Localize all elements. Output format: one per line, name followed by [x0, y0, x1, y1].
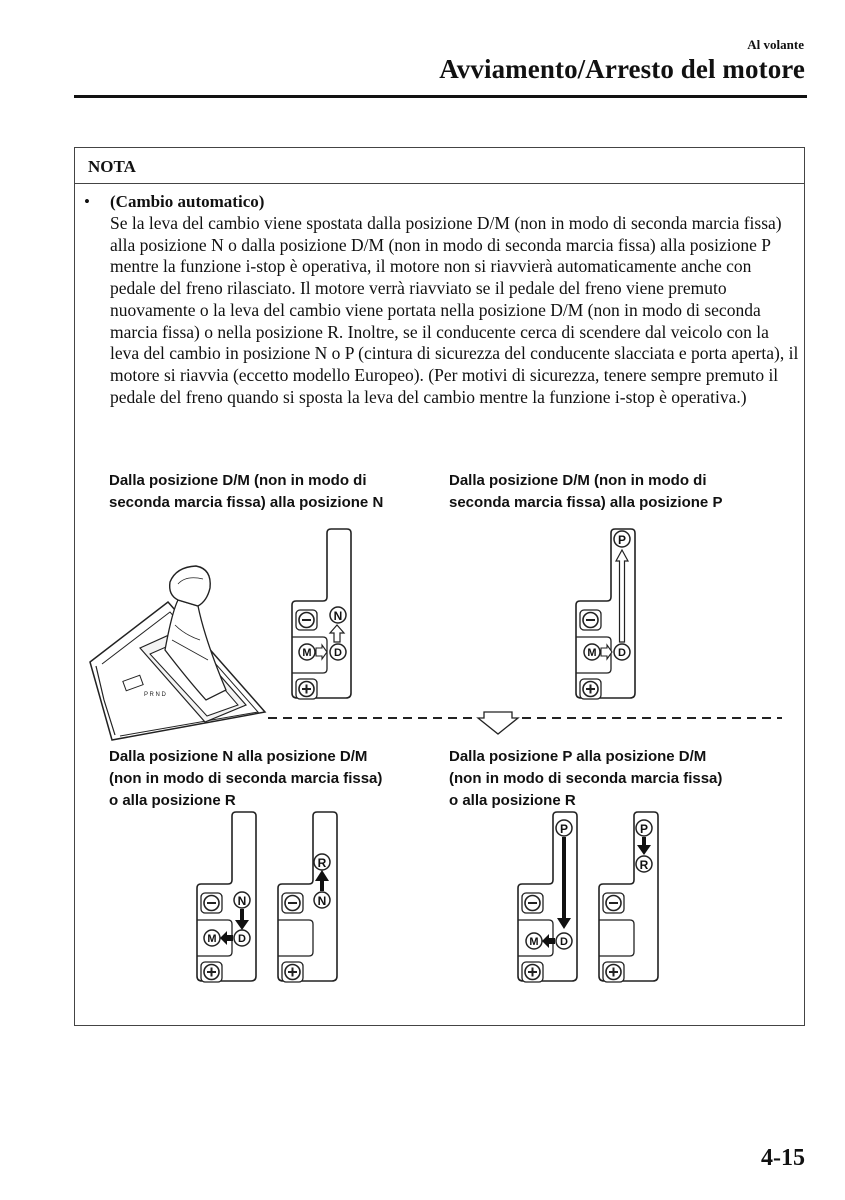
- gate-dm-to-n: [292, 529, 351, 699]
- bullet-icon: •: [84, 192, 90, 211]
- svg-text:M: M: [529, 936, 539, 948]
- svg-text:P: P: [617, 533, 627, 547]
- svg-text:D: D: [560, 936, 568, 948]
- svg-text:N: N: [237, 894, 247, 908]
- section-label: Al volante: [747, 37, 804, 52]
- gate-p-to-dm: [518, 812, 577, 982]
- note-heading: (Cambio automatico): [110, 192, 265, 211]
- svg-text:N: N: [317, 894, 327, 908]
- note-label: NOTA: [88, 157, 136, 176]
- svg-text:M: M: [587, 647, 597, 659]
- svg-text:N: N: [333, 609, 343, 623]
- gate-n-to-r: [278, 812, 337, 982]
- note-header: [75, 148, 804, 184]
- svg-text:D: D: [334, 647, 342, 659]
- gate-n-to-dm: [197, 812, 256, 982]
- note-body: Se la leva del cambio viene spostata dalla posizione D/M (non in modo di seconda marcia fissa) alla posizione N o dalla posizione D/M (non in modo di seconda marcia fissa) alla posizione P mentre la funzione i-stop è operativa, il motore non si riavvierà automaticamente anche con pedale del freno rilasciato. Il motore verrà riavviato se il pedale del freno viene premuto nuovamente o la leva del cambio viene portata nella posizione D/M (non in modo di seconda marcia fissa) o nella posizione R. Inoltre, se il conducente cerca di scendere dal veicolo con la leva del cambio in posizione N o P (cintura di sicurezza del conducente slacciata e porta aperta), il motore si riavvia (eccetto modello Europeo). (Per motivi di sicurezza, tenere sempre premuto il pedale del freno quando si sposta la leva del cambio mentre la funzione i-stop è operativa.): [110, 213, 799, 407]
- svg-text:P R N D: P R N D: [144, 692, 166, 698]
- title-rule: [74, 95, 807, 98]
- separator-with-arrow: [268, 712, 782, 734]
- shift-pattern-diagrams: [75, 520, 795, 995]
- svg-text:M: M: [207, 933, 217, 945]
- svg-text:P: P: [639, 822, 649, 836]
- caption-dm-to-p: Dalla posizione D/M (non in modo di seconda marcia fissa) alla posizione P: [449, 472, 723, 511]
- svg-text:D: D: [618, 647, 626, 659]
- page-number: 4-15: [761, 1145, 805, 1171]
- svg-text:M: M: [302, 647, 312, 659]
- caption-n-to-dm-or-r: Dalla posizione N alla posizione D/M (non in modo di seconda marcia fissa) o alla posizione R: [109, 748, 383, 809]
- gate-dm-to-p: [576, 529, 635, 699]
- gate-p-to-r: [599, 812, 658, 982]
- caption-p-to-dm-or-r: Dalla posizione P alla posizione D/M (non in modo di seconda marcia fissa) o alla posizione R: [449, 748, 723, 809]
- svg-text:R: R: [639, 858, 649, 872]
- svg-text:P: P: [559, 822, 569, 836]
- gear-shifter-illustration: [90, 566, 265, 740]
- page-title: Avviamento/Arresto del motore: [439, 54, 805, 84]
- caption-dm-to-n: Dalla posizione D/M (non in modo di seconda marcia fissa) alla posizione N: [109, 472, 384, 511]
- svg-text:R: R: [317, 856, 327, 870]
- svg-text:D: D: [238, 933, 246, 945]
